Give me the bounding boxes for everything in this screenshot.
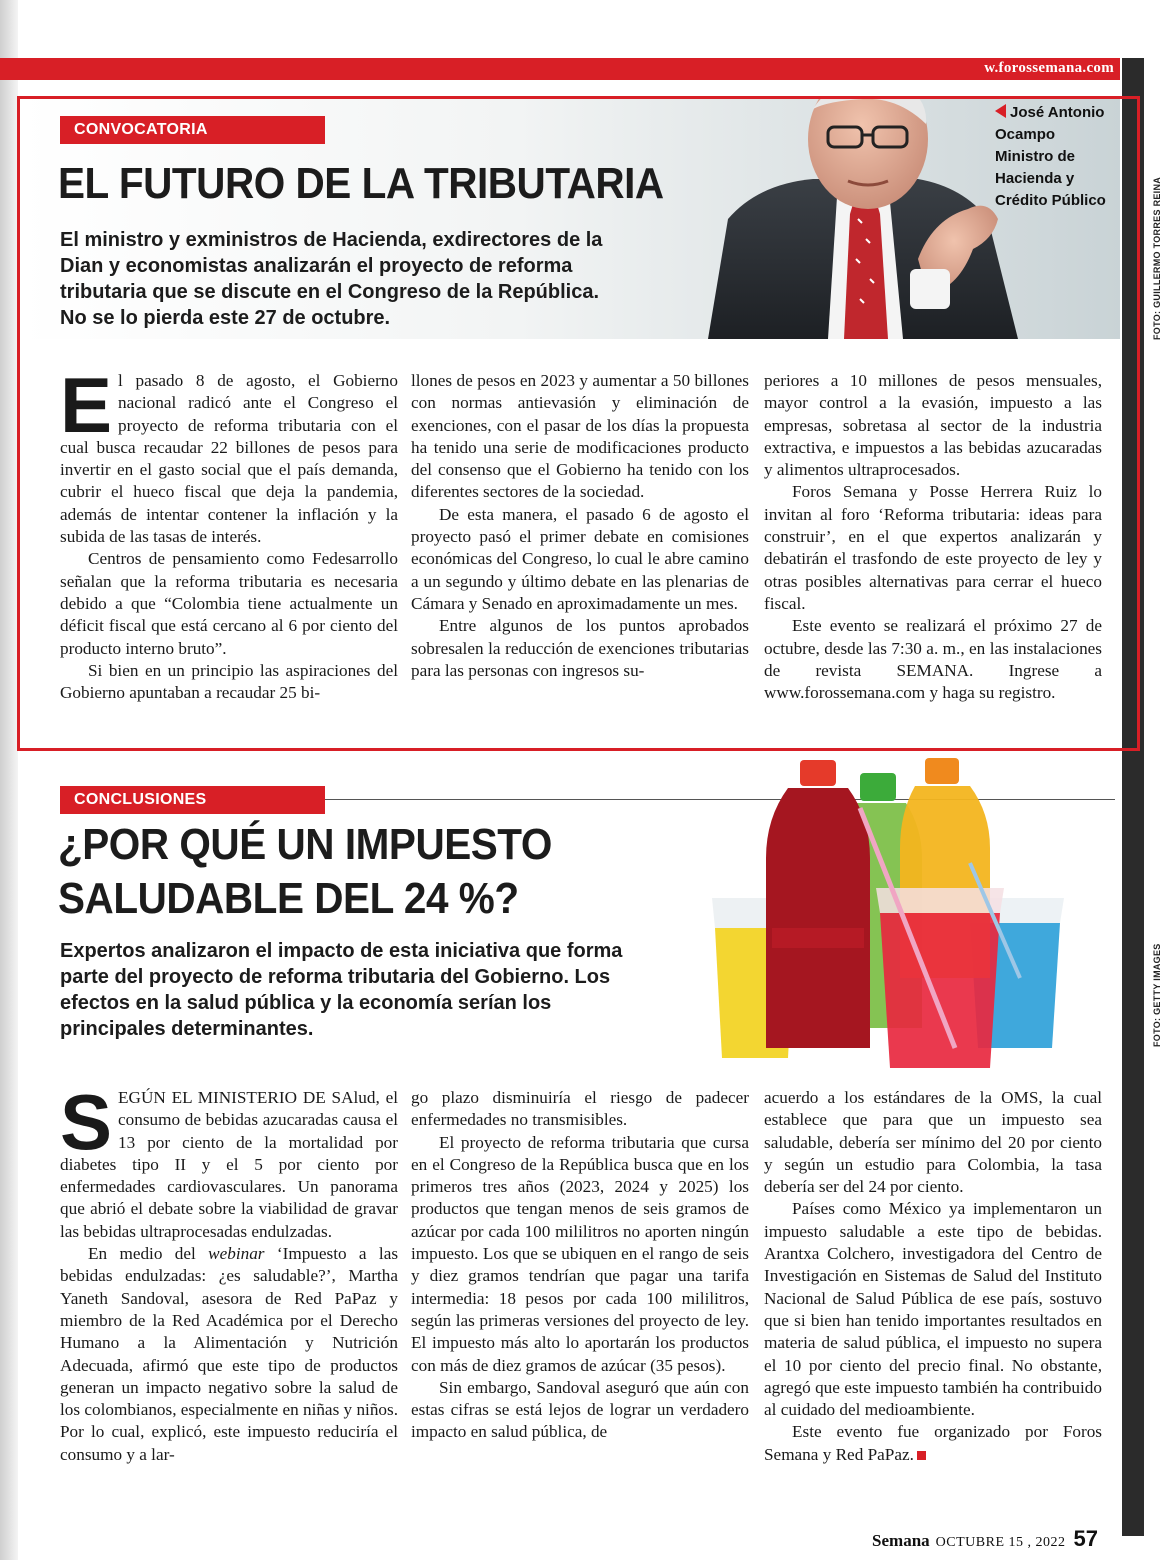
paragraph-fragment: ‘Impuesto a las bebidas endulzadas: ¿es saludable?’, Martha Yaneth Sandoval, asesora de Red PaPaz y miembro de la Red Académica por el Derecho Humano a la Alimentación y Nutrición Adecuada, afirmó que este tipo de productos generan un impacto negativo sobre la salud de los colombianos, especialmente en niñas y niños. Por lo cual, explicó, este impuesto reduciría el consumo y a lar-: [60, 1244, 399, 1464]
paragraph: Foros Semana y Posse Herrera Ruiz lo invitan al foro ‘Reforma tributaria: ideas para construir’, en el que expertos analizarán y debatirán el trasfondo de este proyecto de ley y otras posibles alternativas para cerrar el hueco fiscal.: [764, 482, 1102, 613]
sugary-drinks-illustration: [700, 748, 1120, 1073]
article1-column-3: [764, 370, 1102, 704]
article2-column-1: [60, 1078, 399, 1466]
page-footer: [872, 1526, 1098, 1552]
site-url: w.forossemana.com: [984, 60, 1114, 76]
section-label-conclusiones: CONCLUSIONES: [60, 786, 325, 814]
article1-deck: El ministro y exministros de Hacienda, exdirectores de la Dian y economistas analizarán el proyecto de reforma tributaria que se discute en el Congreso de la República. No se lo pierda este 27 de octubre.: [60, 229, 603, 329]
magazine-name: Semana: [872, 1531, 930, 1550]
dropcap: E: [60, 361, 113, 449]
paragraph: Sin embargo, Sandoval aseguró que aún con estas cifras se está lejos de lograr un verdadero impacto en salud pública, de: [411, 1377, 749, 1442]
issue-date: OCTUBRE 15 , 2022: [935, 1535, 1066, 1550]
headline-line: ¿POR QUÉ UN IMPUESTO: [58, 820, 552, 869]
paragraph: acuerdo a los estándares de la OMS, la cual establece que para que un impuesto sea saludable, debería ser mínimo del 20 por ciento y según un estudio para Colombia, la tasa debería ser del 24 por ciento.: [764, 1088, 1102, 1197]
caption-line: Ocampo: [995, 126, 1056, 143]
caption-pointer-icon: [995, 104, 1006, 118]
photo-credit-1: FOTO: GUILLERMO TORRES REINA: [1152, 176, 1162, 340]
article2-headline: [58, 818, 552, 926]
caption-line: José Antonio: [1010, 104, 1105, 121]
page-spine-shadow: [0, 0, 18, 1560]
photo-credit-2: FOTO: GETTY IMAGES: [1152, 943, 1162, 1047]
paragraph: EGÚN EL MINISTERIO DE SAlud, el consumo de bebidas azucaradas causa el 13 por ciento de la mortalidad por diabetes tipo II y el 5 por ciento por enfermedades cardiovasculares. Un panorama que abrió el debate sobre la viabilidad de gravar las bebidas ultraprocesadas endulzadas.: [60, 1088, 398, 1241]
article1-column-1: [60, 361, 398, 704]
paragraph: Este evento fue organizado por Foros Semana y Red PaPaz.: [764, 1422, 1102, 1464]
article1-headline: EL FUTURO DE LA TRIBUTARIA: [58, 159, 664, 208]
headline-line: SALUDABLE DEL 24 %?: [58, 874, 519, 923]
article2-column-3: [764, 1087, 1102, 1466]
paragraph: go plazo disminuiría el riesgo de padecer enfermedades no transmisibles.: [411, 1088, 749, 1130]
paragraph: Países como México ya implementaron un impuesto saludable a este tipo de bebidas. Arantxa Colchero, investigadora del Centro de Investigación en Sistemas de Salud del Instituto Nacional de Salud Pública de ese país, sostuvo que si bien han tenido importantes resultados en materia de salud pública, el impuesto no supera el 10 por ciento del precio final. No obstante, agregó que este impuesto también ha contribuido al cuidado del medioambiente.: [764, 1199, 1102, 1420]
caption-line: Hacienda y: [995, 170, 1075, 187]
paragraph: Este evento se realizará el próximo 27 de octubre, desde las 7:30 a. m., en las instalaciones de revista SEMANA. Ingrese a www.forossemana.com y haga su registro.: [764, 616, 1102, 703]
section-label-convocatoria: CONVOCATORIA: [60, 116, 325, 144]
dropcap: S: [60, 1078, 113, 1166]
end-mark-icon: [917, 1451, 926, 1460]
article2-column-2: [411, 1087, 749, 1444]
page-number: 57: [1073, 1526, 1098, 1551]
caption-line: Crédito Público: [995, 192, 1106, 209]
paragraph: Centros de pensamiento como Fedesarrollo señalan que la reforma tributaria es necesaria debido a que “Colombia tiene actualmente un déficit fiscal que está cercano al 6 por ciento del producto interno bruto”.: [60, 549, 398, 658]
article1-column-2: [411, 370, 749, 682]
paragraph: El proyecto de reforma tributaria que cursa en el Congreso de la República busca que en los primeros tres años (2023, 2024 y 2025) los productos que tengan menos de seis gramos de azúcar por cada 100 mililitros no aporten ningún impuesto. Los que se ubiquen en el rango de seis y diez gramos tendrían que pagar una tarifa intermedia: 18 pesos por cada 100 mililitros, según las primeras versiones del proyecto de ley. El impuesto más alto lo aportarán los productos con más de diez gramos de azúcar (35 pesos).: [411, 1132, 749, 1375]
paragraph: Entre algunos de los puntos aprobados sobresalen la reducción de exenciones tributarias para las personas con ingresos su-: [411, 616, 749, 680]
paragraph-fragment: En medio del: [88, 1244, 196, 1264]
caption-line: Ministro de: [995, 148, 1076, 165]
paragraph: llones de pesos en 2023 y aumentar a 50 billones con normas antievasión y eliminación de exenciones, con el pasar de los días la propuesta ha tenido una serie de modificaciones producto del consenso que el Gobierno ha tenido con los diferentes sectores de la sociedad.: [411, 371, 749, 502]
article2-deck: Expertos analizaron el impacto de esta iniciativa que forma parte del proyecto de reforma tributaria del Gobierno. Los efectos en la salud pública y la economía serían los principales determinantes.: [60, 940, 623, 1040]
paragraph: periores a 10 millones de pesos mensuales, mayor control a la evasión, impuesto a las empresas, sobretasa al sector de la industria extractiva, e impuestos a las bebidas azucaradas y alimentos ultraprocesados.: [764, 371, 1102, 480]
paragraph: De esta manera, el pasado 6 de agosto el proyecto pasó el primer debate en comisiones económicas del Congreso, lo cual le abre camino a un segundo y último debate en las plenarias de Cámara y Senado en aproximadamente un mes.: [411, 504, 749, 613]
top-accent-bar: [0, 58, 1120, 80]
italic-term: webinar: [208, 1244, 265, 1264]
paragraph: l pasado 8 de agosto, el Gobierno nacional radicó ante el Congreso el proyecto de reforma tributaria con el cual busca recaudar 22 billones de pesos para invertir en el gasto social que el país demanda, cubrir el hueco fiscal que deja la pandemia, además de intentar contener la inflación y la subida de las tasas de interés.: [60, 371, 398, 547]
paragraph: Si bien en un principio las aspiraciones del Gobierno apuntaban a recaudar 25 bi-: [60, 660, 398, 703]
portrait-caption: [995, 102, 1125, 212]
